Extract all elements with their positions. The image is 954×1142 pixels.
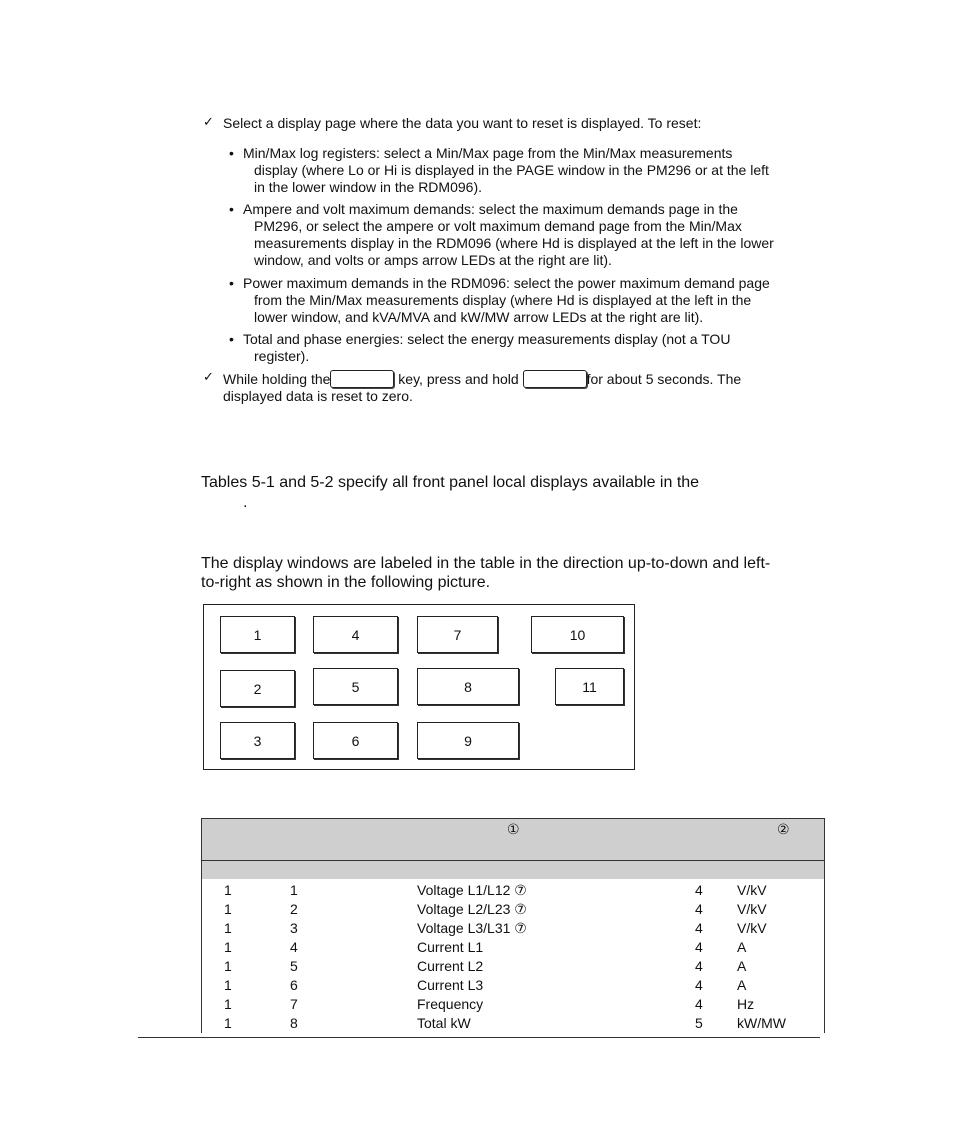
bullet-text: in the lower window in the RDM096).: [254, 179, 482, 195]
cell-window: 5: [290, 958, 298, 974]
table-row: [202, 919, 824, 938]
cell-page: 1: [224, 882, 232, 898]
bullet-text: Total and phase energies: select the energy measurements display (not a TOU: [243, 331, 731, 347]
display-window-9: 9: [417, 722, 519, 759]
table-row: [202, 995, 824, 1014]
cell-window: 2: [290, 901, 298, 917]
cell-page: 1: [224, 920, 232, 936]
cell-page: 1: [224, 958, 232, 974]
bullet-text: measurements display in the RDM096 (where Hd is displayed at the left in the lower: [254, 235, 774, 251]
bullet-text: register).: [254, 348, 310, 364]
cell-unit: V/kV: [737, 882, 767, 898]
footer-divider: [138, 1037, 820, 1038]
cell-digits: 4: [695, 996, 703, 1012]
cell-parameter: Voltage L2/L23 ⑦: [417, 901, 527, 917]
checkmark-icon: ✓: [203, 115, 214, 130]
display-window-7: 7: [417, 616, 498, 653]
cell-digits: 4: [695, 939, 703, 955]
windows-paragraph-line1: The display windows are labeled in the table in the direction up-to-down and left-: [201, 555, 771, 572]
bullet-text: lower window, and kVA/MVA and kW/MW arrow LEDs at the right are lit).: [254, 309, 704, 325]
bullet-dot: •: [229, 275, 234, 291]
table-row: [202, 881, 824, 900]
cell-window: 8: [290, 1015, 298, 1031]
display-window-3: 3: [220, 722, 295, 759]
bullet-item-energies: [243, 331, 818, 365]
display-windows-figure: [203, 604, 635, 770]
cell-unit: kW/MW: [737, 1015, 786, 1031]
table-row: [202, 938, 824, 957]
table-row: [202, 1014, 824, 1033]
cell-parameter: Current L1: [417, 939, 484, 955]
windows-paragraph-line2: to-right as shown in the following picture.: [201, 574, 491, 591]
table-row: [202, 957, 824, 976]
table-header: [202, 819, 824, 861]
display-window-5: 5: [313, 668, 398, 705]
step-text: key, press and hold: [398, 371, 519, 387]
bullet-item-ampere-volt: [243, 201, 818, 269]
cell-window: 4: [290, 939, 298, 955]
bullet-text: Min/Max log registers: select a Min/Max page from the Min/Max measurements: [243, 145, 733, 161]
reset-step-2-cont: displayed data is reset to zero.: [223, 388, 413, 404]
cell-unit: A: [737, 939, 747, 955]
cell-digits: 4: [695, 882, 703, 898]
bullet-item-minmax: [243, 145, 818, 196]
bullet-text: PM296, or select the ampere or volt maximum demand page from the Min/Max: [254, 218, 742, 234]
tables-intro-tail: .: [243, 494, 248, 511]
cell-parameter: Total kW: [417, 1015, 471, 1031]
display-window-10: 10: [531, 616, 624, 653]
display-window-4: 4: [313, 616, 398, 653]
cell-parameter: Voltage L1/L12 ⑦: [417, 882, 527, 898]
cell-parameter: Current L2: [417, 958, 484, 974]
cell-unit: V/kV: [737, 920, 767, 936]
cell-unit: Hz: [737, 996, 755, 1012]
bullet-text: from the Min/Max measurements display (where Hd is displayed at the left in the: [254, 292, 752, 308]
bullet-dot: •: [229, 145, 234, 161]
tables-intro-paragraph: Tables 5-1 and 5-2 specify all front panel local displays available in the: [201, 474, 700, 491]
cell-parameter: Frequency: [417, 996, 484, 1012]
footnote-marker-2: ②: [777, 822, 790, 838]
table-row: [202, 976, 824, 995]
table-subheader: [202, 861, 824, 879]
cell-parameter: Voltage L3/L31 ⑦: [417, 920, 527, 936]
display-window-1: 1: [220, 616, 295, 653]
bullet-dot: •: [229, 331, 234, 347]
key-button-icon: [523, 370, 587, 388]
cell-page: 1: [224, 1015, 232, 1031]
cell-page: 1: [224, 901, 232, 917]
cell-unit: A: [737, 958, 747, 974]
cell-digits: 4: [695, 901, 703, 917]
bullet-dot: •: [229, 201, 234, 217]
reset-step-1: Select a display page where the data you want to reset is displayed. To reset:: [223, 115, 702, 131]
bullet-text: Ampere and volt maximum demands: select the maximum demands page in the: [243, 201, 738, 217]
key-button-icon: [330, 370, 394, 388]
cell-page: 1: [224, 939, 232, 955]
displays-table: [201, 818, 825, 1033]
cell-unit: V/kV: [737, 901, 767, 917]
display-window-11: 11: [555, 668, 624, 705]
bullet-text: display (where Lo or Hi is displayed in the PAGE window in the PM296 or at the left: [254, 162, 769, 178]
cell-window: 3: [290, 920, 298, 936]
display-window-2: 2: [220, 670, 295, 707]
display-window-8: 8: [417, 668, 519, 705]
cell-parameter: Current L3: [417, 977, 484, 993]
table-row: [202, 900, 824, 919]
bullet-text: Power maximum demands in the RDM096: select the power maximum demand page: [243, 275, 770, 291]
step-text: for about 5 seconds. The: [586, 371, 742, 387]
cell-window: 1: [290, 882, 298, 898]
bullet-text: window, and volts or amps arrow LEDs at the right are lit).: [254, 252, 612, 268]
reset-step-2: [223, 370, 741, 388]
cell-window: 7: [290, 996, 298, 1012]
bullet-item-power: [243, 275, 818, 326]
cell-page: 1: [224, 996, 232, 1012]
cell-page: 1: [224, 977, 232, 993]
cell-digits: 5: [695, 1015, 703, 1031]
display-window-6: 6: [313, 722, 398, 759]
cell-window: 6: [290, 977, 298, 993]
cell-digits: 4: [695, 958, 703, 974]
step-text: While holding the: [223, 371, 331, 387]
cell-digits: 4: [695, 977, 703, 993]
footnote-marker-1: ①: [507, 822, 520, 838]
cell-digits: 4: [695, 920, 703, 936]
cell-unit: A: [737, 977, 747, 993]
checkmark-icon: ✓: [203, 370, 214, 385]
